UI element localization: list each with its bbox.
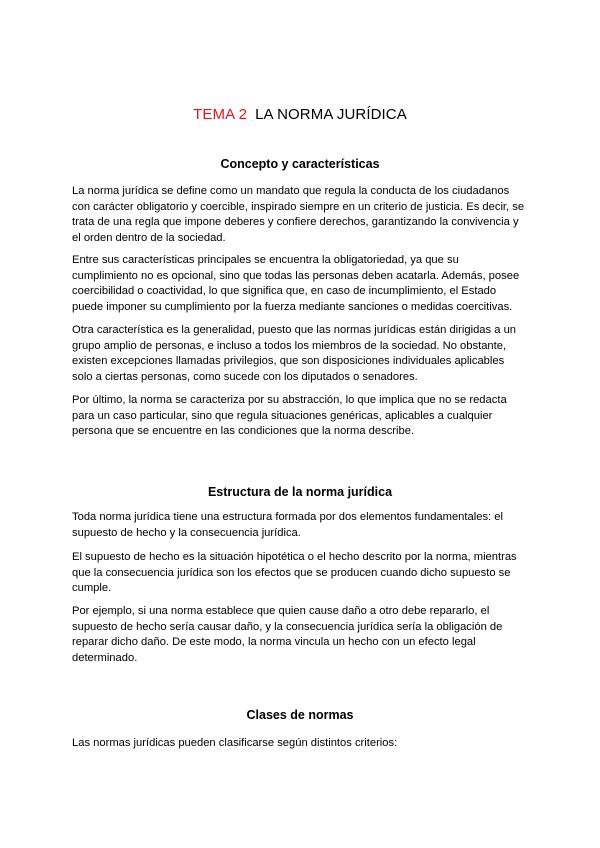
tema-label: TEMA 2: [193, 106, 248, 123]
section-heading-concepto: Concepto y características: [220, 157, 380, 171]
paragraph: Por último, la norma se caracteriza por su abstracción, lo que implica que no se redacta para un caso particular, sino que regula situaciones genéricas, aplicables a cualquier persona que se encuentre en las condiciones que la norma describe.: [72, 394, 507, 438]
paragraph: Otra característica es la generalidad, puesto que las normas jurídicas están dirigidas a un grupo amplio de personas, e incluso a todos los miembros de la sociedad. No obstante, existen excepciones llamadas privilegios, que son disposiciones individuales aplicables solo a ciertas personas, como sucede con los diputados o senadores.: [72, 324, 517, 383]
paragraph: Las normas jurídicas pueden clasificarse según distintos criterios:: [72, 737, 398, 749]
paragraph: Toda norma jurídica tiene una estructura formada por dos elementos fundamentales: el supuesto de hecho y la consecuencia jurídica.: [72, 511, 503, 539]
page-title: [0, 106, 600, 124]
section-heading-estructura: Estructura de la norma jurídica: [207, 485, 393, 499]
paragraph: La norma jurídica se define como un mandato que regula la conducta de los ciudadanos con carácter obligatorio y coercible, inspirado siempre en un criterio de justicia. Es decir, se trata de una regla que impone deberes y confiere derechos, garantizando la convivencia y el orden dentro de la sociedad.: [72, 185, 525, 244]
title-text: LA NORMA JURÍDICA: [255, 106, 407, 123]
section-heading-clases: Clases de normas: [246, 708, 354, 722]
paragraph: Por ejemplo, si una norma establece que quien cause daño a otro debe repararlo, el supuesto de hecho sería causar daño, y la consecuencia jurídica sería la obligación de reparar dicho daño. De este modo, la norma vincula un hecho con un efecto legal determinado.: [72, 605, 503, 664]
paragraph: Entre sus características principales se encuentra la obligatoriedad, ya que su cumplimiento no es opcional, sino que todas las personas deben acatarla. Además, posee coercibilidad o coactividad, lo que significa que, en caso de incumplimiento, el Estado puede imponer su cumplimiento por la fuerza mediante sanciones o medidas coercitivas.: [72, 254, 520, 313]
paragraph: El supuesto de hecho es la situación hipotética o el hecho descrito por la norma, mientras que la consecuencia jurídica son los efectos que se producen cuando dicho supuesto se cumple.: [72, 551, 517, 595]
